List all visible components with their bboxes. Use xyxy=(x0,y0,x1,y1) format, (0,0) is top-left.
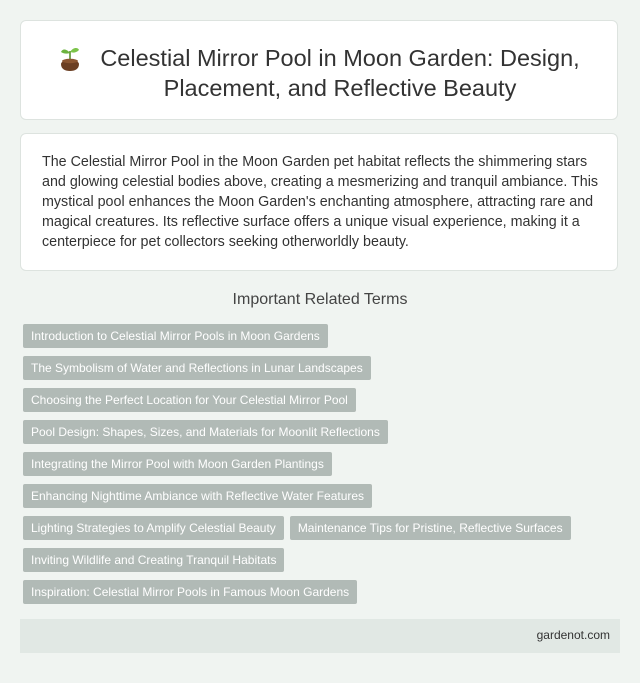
related-term-tag[interactable]: Introduction to Celestial Mirror Pools in Moon Gardens xyxy=(23,324,328,348)
related-terms-heading: Important Related Terms xyxy=(232,291,408,308)
description-text: The Celestial Mirror Pool in the Moon Garden pet habitat reflects the shimmering stars and glowing celestial bodies above, creating a mesmerizing and tranquil ambiance. This mystical pool enhances the Moon Garden's enchanting atmosphere, attracting rare and magical creatures. Its reflective surface offers a unique visual experience, making it a centerpiece for pet collectors seeking otherworldly beauty. xyxy=(42,154,599,250)
related-term-tag[interactable]: Pool Design: Shapes, Sizes, and Materials for Moonlit Reflections xyxy=(23,420,388,444)
page-title: Celestial Mirror Pool in Moon Garden: Design, Placement, and Reflective Beauty xyxy=(100,45,580,101)
related-terms-list xyxy=(23,324,613,604)
description-card xyxy=(20,133,618,271)
header-card xyxy=(20,20,618,120)
seedling-icon xyxy=(59,46,81,72)
related-term-tag[interactable]: Inviting Wildlife and Creating Tranquil Habitats xyxy=(23,548,284,572)
related-term-tag[interactable]: Lighting Strategies to Amplify Celestial Beauty xyxy=(23,516,284,540)
related-term-tag[interactable]: Choosing the Perfect Location for Your Celestial Mirror Pool xyxy=(23,388,356,412)
related-term-tag[interactable]: Integrating the Mirror Pool with Moon Garden Plantings xyxy=(23,452,332,476)
related-term-tag[interactable]: Inspiration: Celestial Mirror Pools in Famous Moon Gardens xyxy=(23,580,357,604)
footer xyxy=(20,619,620,653)
related-term-tag[interactable]: The Symbolism of Water and Reflections in Lunar Landscapes xyxy=(23,356,371,380)
footer-site-link[interactable]: gardenot.com xyxy=(536,628,610,642)
related-term-tag[interactable]: Enhancing Nighttime Ambiance with Reflective Water Features xyxy=(23,484,372,508)
related-term-tag[interactable]: Maintenance Tips for Pristine, Reflective Surfaces xyxy=(290,516,571,540)
